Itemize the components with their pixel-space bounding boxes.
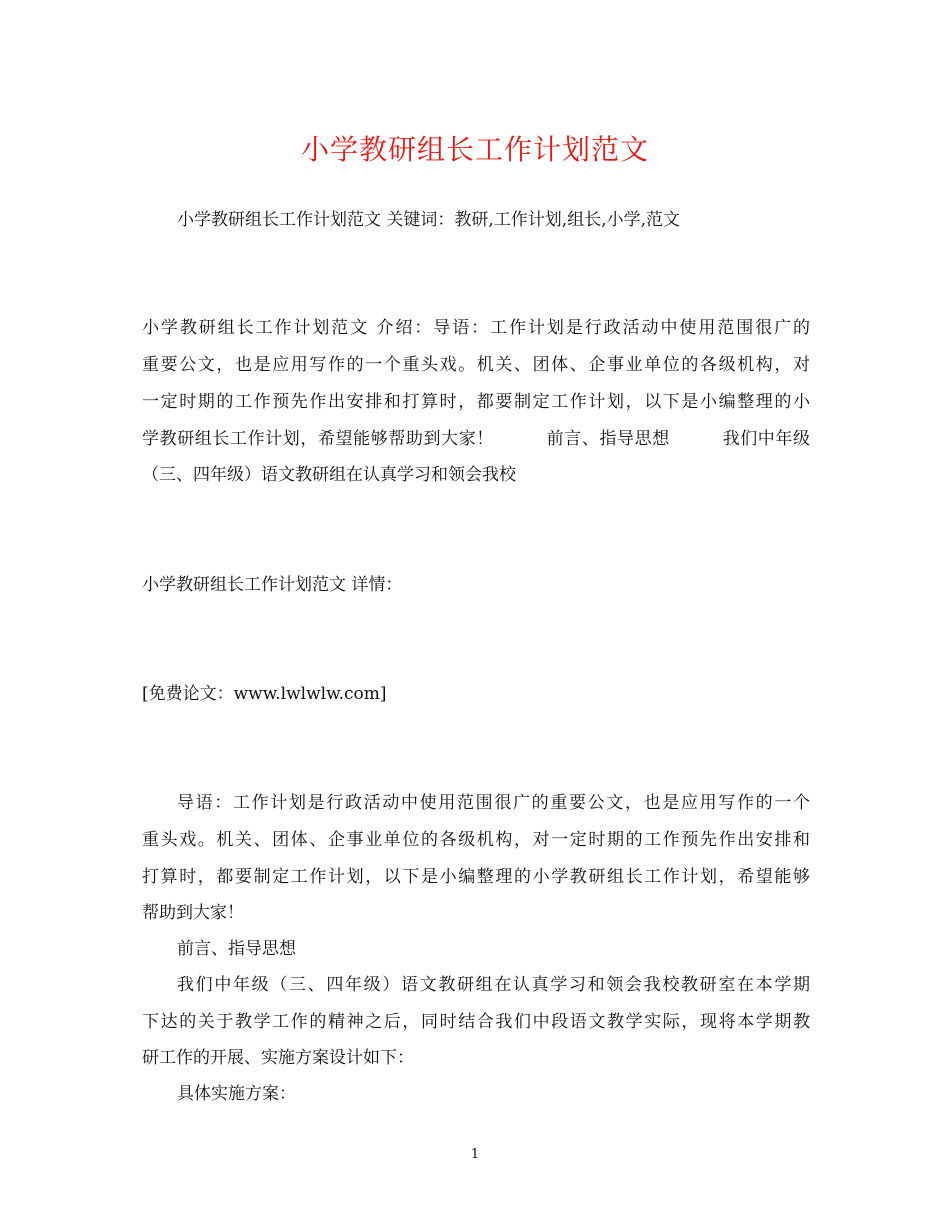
body-line: 打算时，都要制定工作计划，以下是小编整理的小学教研组长工作计划，希望能够 xyxy=(142,867,810,887)
intro-line: 小学教研组长工作计划范文 介绍：导语：工作计划是行政活动中使用范围很广的 xyxy=(142,318,810,338)
body-line: 我们中年级（三、四年级）语文教研组在认真学习和领会我校教研室在本学期 xyxy=(177,975,810,995)
body-line: 帮助到大家！ xyxy=(142,903,244,923)
intro-line: 重要公文，也是应用写作的一个重头戏。机关、团体、企事业单位的各级机构，对 xyxy=(142,355,810,375)
page-number: 1 xyxy=(470,1147,480,1162)
keywords-line: 小学教研组长工作计划范文 关键词：教研,工作计划,组长,小学,范文 xyxy=(177,210,681,230)
body-line: 研工作的开展、实施方案设计如下： xyxy=(142,1048,414,1068)
intro-line: 学教研组长工作计划，希望能够帮助到大家！ 前言、指导思想 我们中年级 xyxy=(142,429,810,449)
body-line: 导语：工作计划是行政活动中使用范围很广的重要公文，也是应用写作的一个 xyxy=(177,793,810,813)
intro-line: 一定时期的工作预先作出安排和打算时，都要制定工作计划，以下是小编整理的小 xyxy=(142,392,810,412)
body-line: 具体实施方案： xyxy=(177,1084,296,1104)
document-title: 小学教研组长工作计划范文 xyxy=(300,133,649,166)
body-line: 前言、指导思想 xyxy=(177,939,296,959)
body-line: 下达的关于教学工作的精神之后，同时结合我们中段语文教学实际，现将本学期教 xyxy=(142,1012,810,1032)
intro-line: （三、四年级）语文教研组在认真学习和领会我校 xyxy=(142,465,516,485)
source-note: [免费论文：www.lwlwlw.com] xyxy=(142,684,387,704)
details-heading: 小学教研组长工作计划范文 详情： xyxy=(142,575,403,595)
body-line: 重头戏。机关、团体、企事业单位的各级机构，对一定时期的工作预先作出安排和 xyxy=(142,830,810,850)
